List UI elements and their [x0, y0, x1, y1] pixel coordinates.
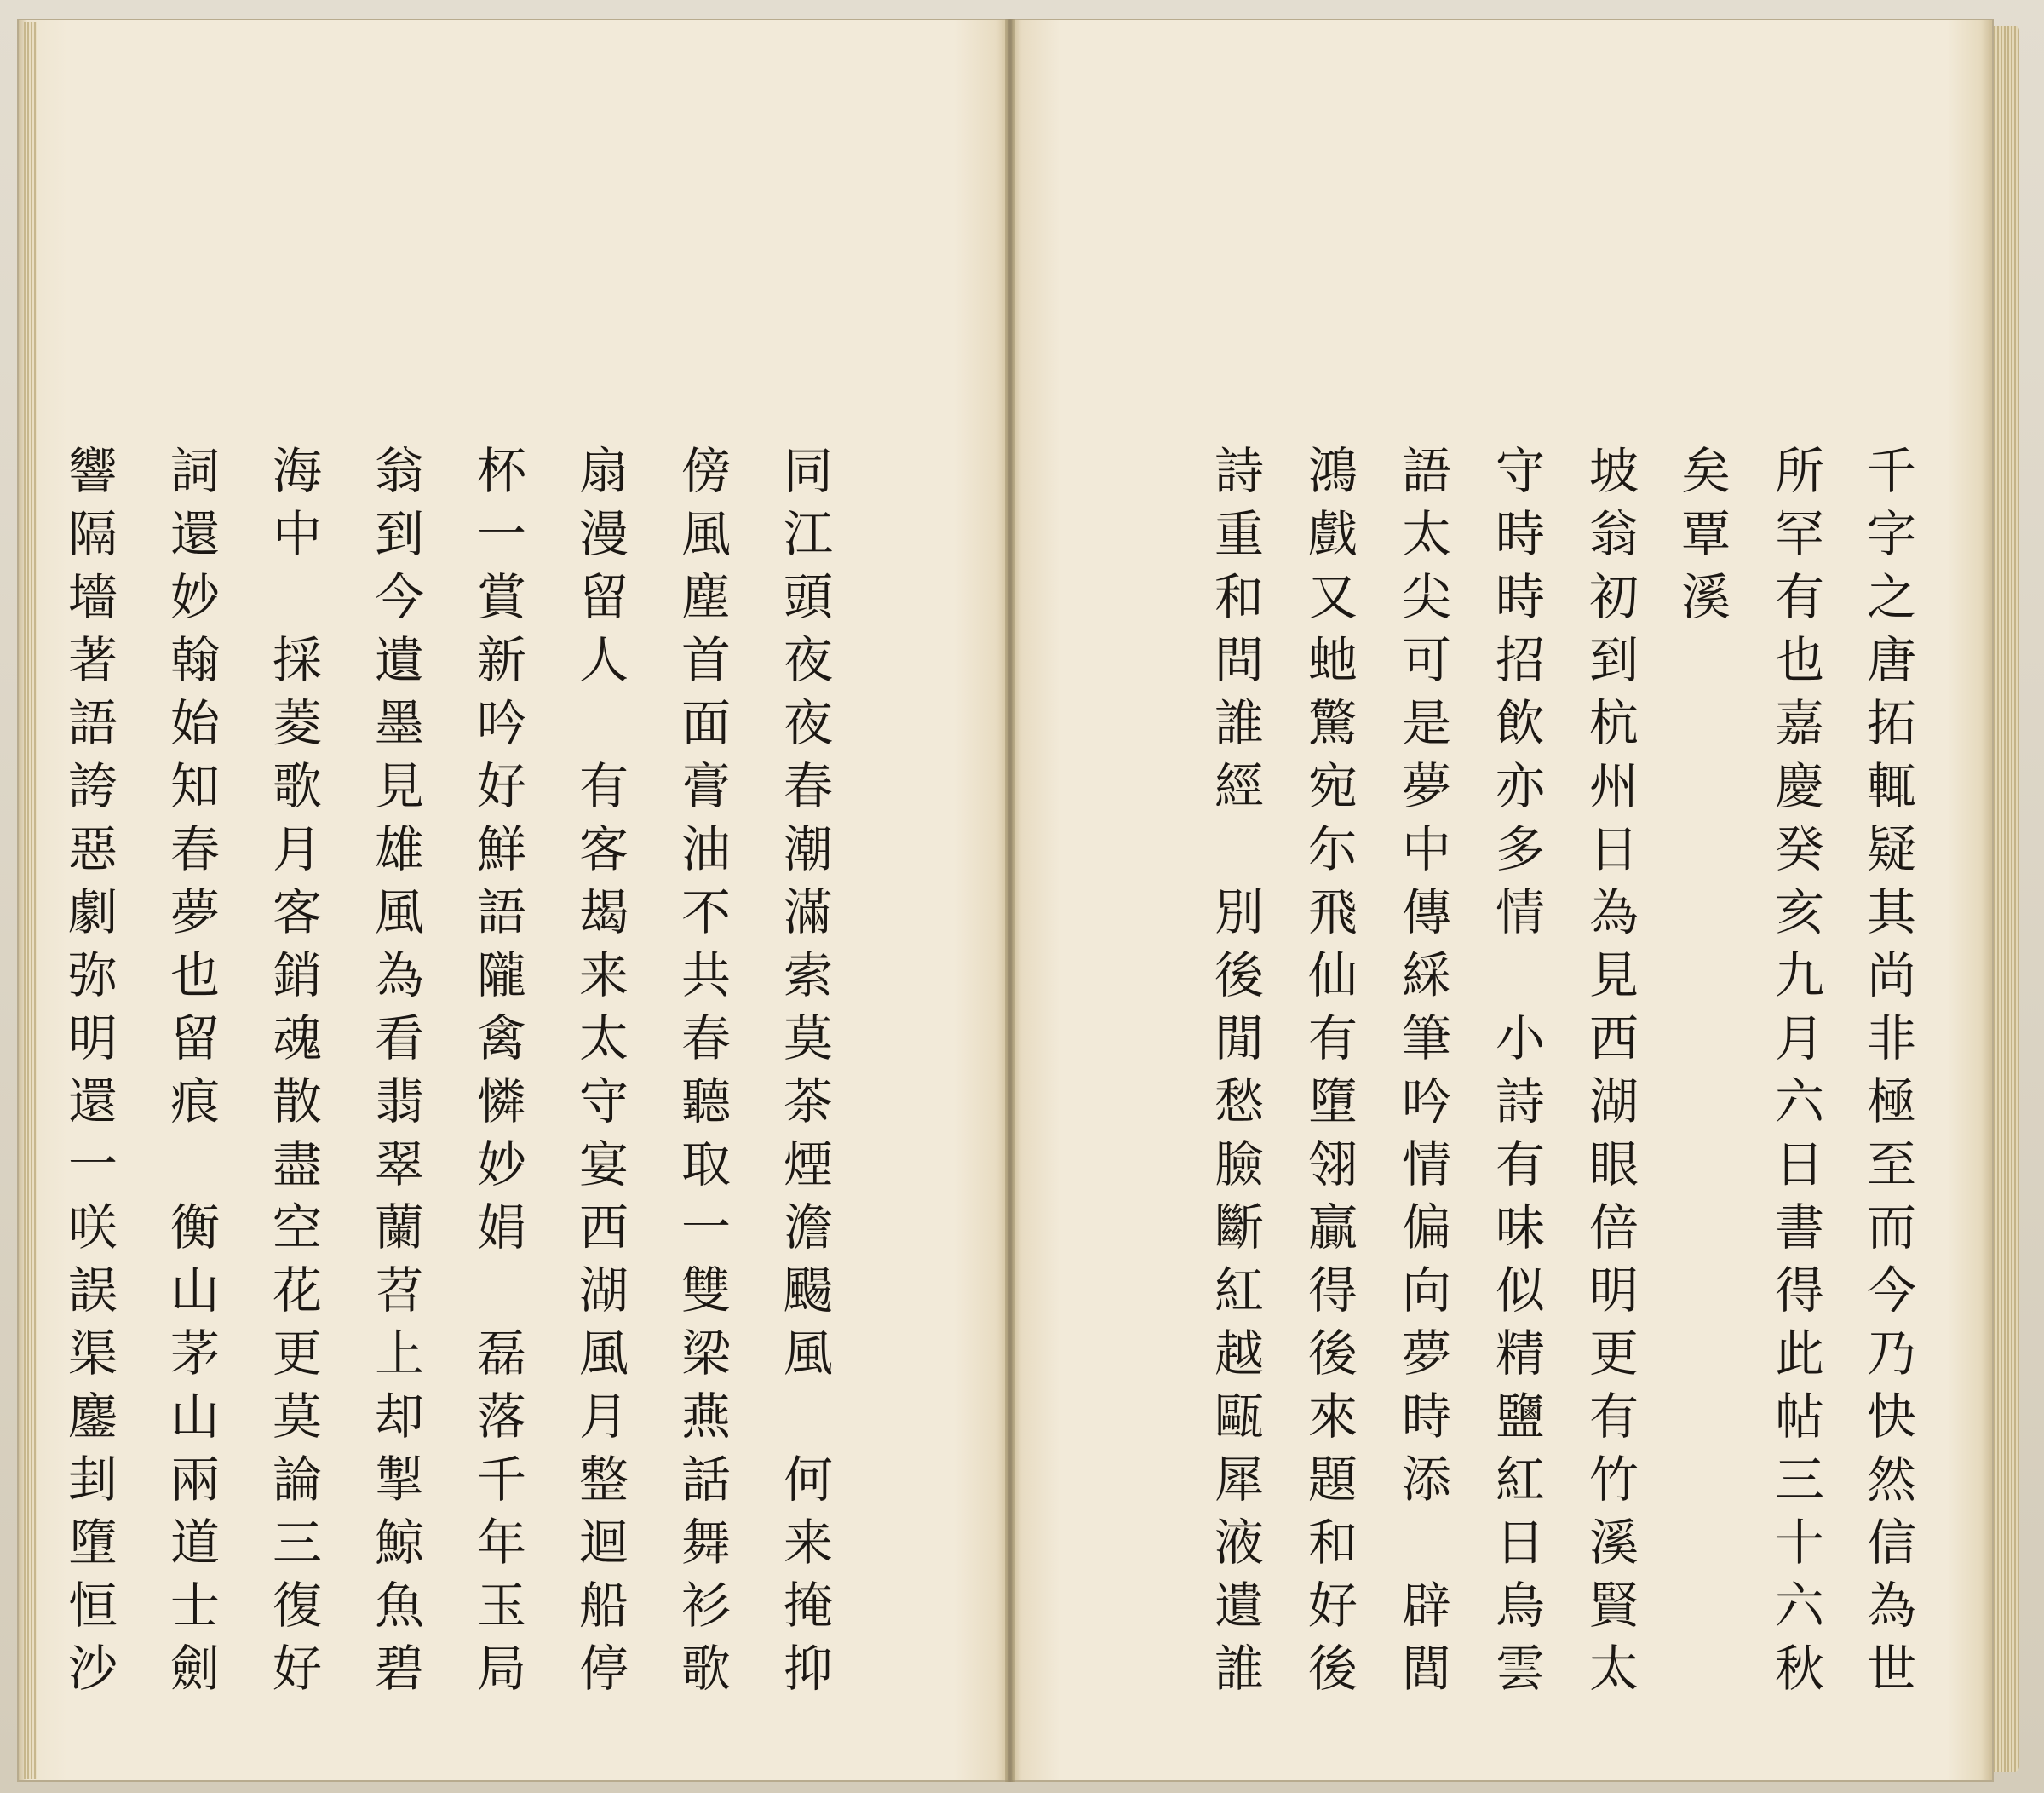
left-column-8 — [55, 445, 123, 1705]
left-column-1 — [770, 445, 838, 1705]
left-column-6 — [259, 445, 327, 1705]
right-column-7 — [1295, 445, 1363, 1705]
right-page-edges — [1994, 26, 2019, 1772]
right-column-3-text: 矣覃溪 — [1673, 445, 1731, 634]
left-column-2-text: 傍風塵首面膏油不共春聽取一雙梁燕話舞衫歌 — [673, 445, 731, 1705]
left-column-7-text: 詞還妙翰始知春夢也留痕 衡山茅山兩道士劍 — [162, 445, 220, 1705]
left-column-6-text: 海中 採菱歌月客銷魂散盡空花更莫論三復好 — [264, 445, 322, 1705]
left-column-3-text: 扇漫留人 有客朅来太守宴西湖風月整迴船停 — [571, 445, 629, 1705]
left-page — [17, 19, 1010, 1782]
left-column-5-text: 翁到今遺墨見雄風為看翡翠蘭苕上却掣鯨魚碧 — [366, 445, 424, 1705]
left-column-8-text: 響隔墻著語誇惡劇弥明還一咲誤渠鏖刲墮恒沙 — [60, 445, 118, 1705]
book-spine — [1005, 19, 1015, 1782]
right-column-5 — [1482, 445, 1550, 1705]
right-page — [1010, 19, 1994, 1782]
left-column-5 — [361, 445, 429, 1705]
left-column-7 — [157, 445, 225, 1705]
right-column-5-text: 守時時招飲亦多情 小詩有味似精鹽紅日烏雲 — [1487, 445, 1545, 1705]
right-column-6-text: 語太尖可是夢中傳綵筆吟情偏向夢時添 辟閭 — [1393, 445, 1451, 1705]
right-column-4 — [1576, 445, 1644, 1705]
left-column-3 — [566, 445, 634, 1705]
right-column-8-text: 詩重和問誰經 別後閒愁臉斷紅越甌犀液遺誰 — [1206, 445, 1264, 1705]
right-column-6 — [1388, 445, 1456, 1705]
right-column-2 — [1761, 445, 1829, 1705]
right-column-3 — [1668, 445, 1736, 634]
left-column-1-text: 同江頭夜夜春潮滿索莫茶煙澹颺風 何来掩抑 — [775, 445, 833, 1705]
right-column-8 — [1201, 445, 1269, 1705]
left-column-2 — [668, 445, 736, 1705]
left-page-edges — [24, 22, 37, 1779]
right-column-1-text: 千字之唐拓輒疑其尚非極至而今乃快然信為世 — [1858, 445, 1916, 1705]
left-column-4 — [463, 445, 531, 1705]
open-book — [17, 19, 2014, 1782]
left-column-4-text: 杯一賞新吟好鮮語隴禽憐妙娟 磊落千年玉局 — [468, 445, 526, 1705]
right-column-7-text: 鴻戲又虵驚宛尓飛仙有墮翎贏得後來題和好後 — [1300, 445, 1358, 1705]
right-column-1 — [1853, 445, 1921, 1705]
right-column-2-text: 所罕有也嘉慶癸亥九月六日書得此帖三十六秋 — [1766, 445, 1824, 1705]
right-column-4-text: 坡翁初到杭州日為見西湖眼倍明更有竹溪賢太 — [1581, 445, 1639, 1705]
